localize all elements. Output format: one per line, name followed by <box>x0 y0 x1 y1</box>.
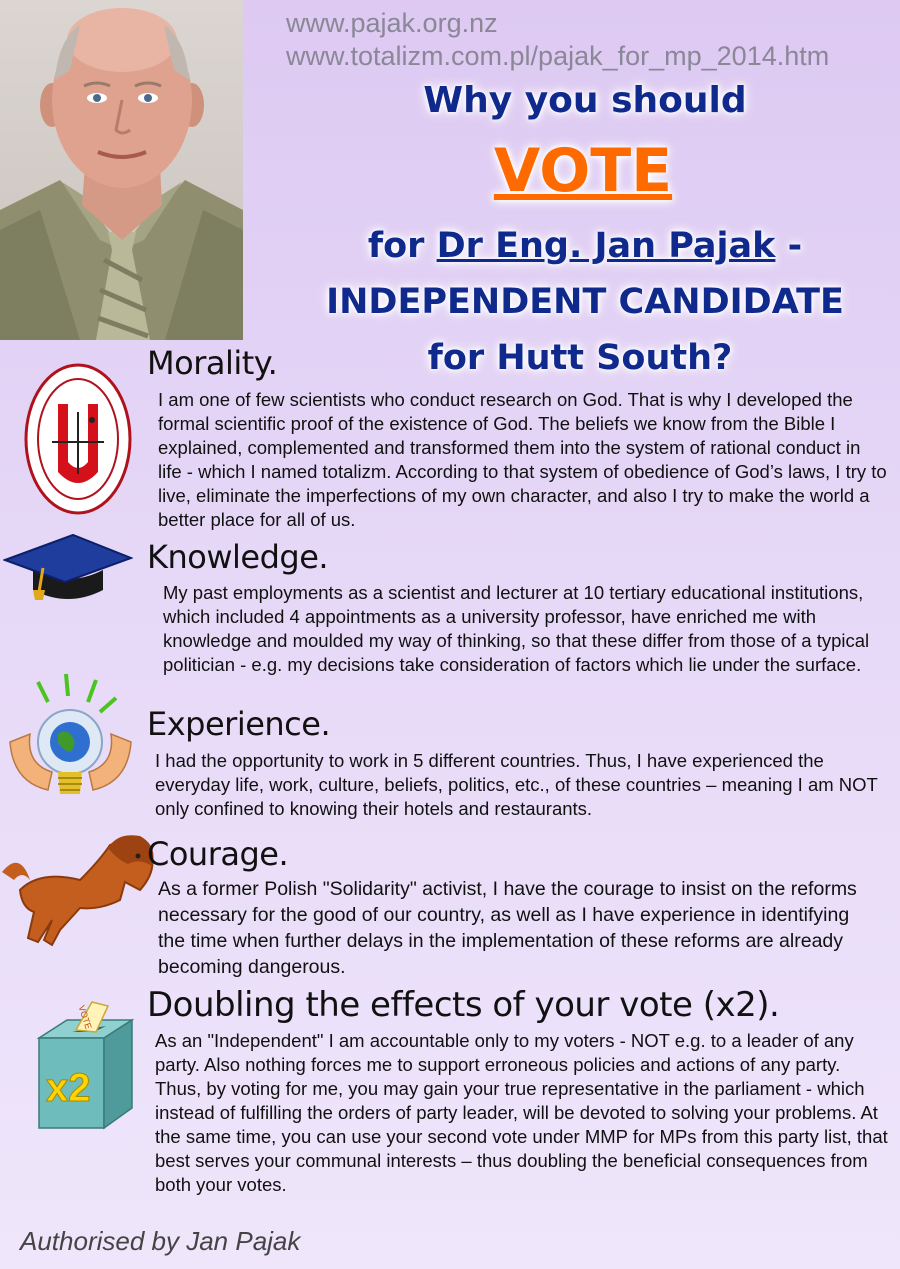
website-url-2[interactable]: www.totalizm.com.pl/pajak_for_mp_2014.htm <box>286 41 830 71</box>
headline-dash: - <box>787 226 803 266</box>
website-url-1[interactable]: www.pajak.org.nz <box>286 8 498 38</box>
section-title-courage: Courage. <box>147 835 289 873</box>
lightbulb-globe-icon <box>8 672 133 812</box>
section-body-morality: I am one of few scientists who conduct research on God. That is why I developed the formal scientific proof of the existence of God. The beliefs we know from the Bible I explained, complemented and transformed them into the system of rational conduct in life - which I named totalizm. According to that system of obedience of God’s laws, I try to live, eliminate the imperfections of my own character, and also I try to make the world a better place for all of us. <box>158 389 887 530</box>
section-title-experience: Experience. <box>147 705 331 743</box>
section-body-experience: I had the opportunity to work in 5 different countries. Thus, I have experienced the everyday life, work, culture, beliefs, politics, etc., of these countries – meaning I am NOT only confined to knowing their hotels and restaurants. <box>155 750 878 819</box>
ballot-box-icon <box>34 1000 134 1130</box>
seal-icon <box>22 362 134 522</box>
section-title-knowledge: Knowledge. <box>147 538 329 576</box>
headline-for: for <box>367 226 425 266</box>
candidate-name: Dr Eng. Jan Pajak <box>436 226 776 266</box>
ballot-paper-label: VOTE <box>76 1004 94 1031</box>
ballot-box-label: x2 <box>46 1066 91 1110</box>
section-body-knowledge: My past employments as a scientist and lecturer at 10 tertiary educational institutions, which included 4 appointments as a university professor, have enriched me with knowledge and moulded my way of thinking, so that these differ from those of a typical politician - e.g. my decisions take consideration of factors which lie under the surface. <box>163 582 870 675</box>
headline-line-3 <box>280 226 890 266</box>
section-title-morality: Morality. <box>147 344 278 382</box>
lion-icon <box>0 830 160 955</box>
candidate-photo <box>0 0 243 340</box>
headline-line-1: Why you should <box>423 80 747 121</box>
candidate-portrait-illustration <box>0 0 243 340</box>
headline-line-5: for Hutt South? <box>427 338 733 378</box>
section-body-courage: As a former Polish "Solidarity" activist, I have the courage to insist on the reforms necessary for the good of our country, as well as I have experience in identifying the time when further delays in the implementation of these reforms are already becoming dangerous. <box>158 878 857 978</box>
headline-vote: VOTE <box>493 136 673 206</box>
headline-line-4: INDEPENDENT CANDIDATE <box>326 282 844 322</box>
graduation-cap-icon <box>3 530 133 610</box>
section-body-doubling: As an "Independent" I am accountable only to my voters - NOT e.g. to a leader of any party. Also nothing forces me to support erroneous policies and actions of any party. Thus, by voting for me, you may gain your true representative in the parliament - which instead of fulfilling the orders of party leader, will be devoted to solving your problems. At the same time, you can use your second vote under MMP for MPs from this party list, that best serves your communal interests – thus doubling the beneficial consequences from both your votes. <box>155 1030 888 1195</box>
authorised-by: Authorised by Jan Pajak <box>20 1226 301 1256</box>
section-title-doubling: Doubling the effects of your vote (x2). <box>147 985 780 1025</box>
